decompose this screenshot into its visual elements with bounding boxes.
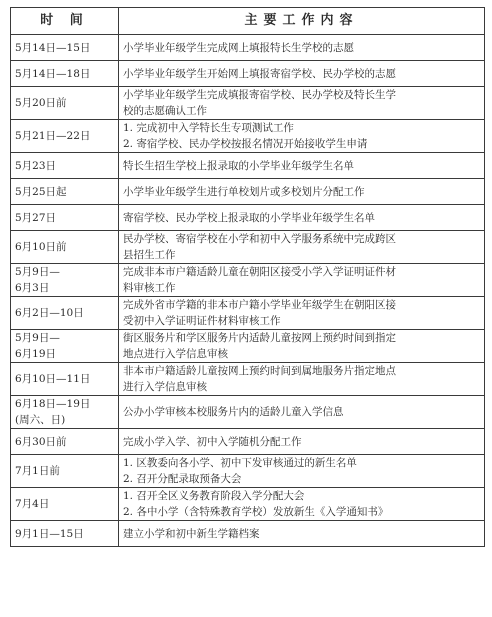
time-cell (11, 521, 119, 547)
table-row (11, 264, 485, 297)
work-text: 受初中入学证明证件材料审核工作 (123, 315, 281, 327)
time-cell (11, 455, 119, 488)
work-cell (119, 120, 485, 153)
time-text: 5月25日起 (15, 185, 67, 198)
table-body (11, 35, 485, 547)
work-cell (119, 35, 485, 61)
work-text: 小学毕业年级学生进行单校划片或多校划片分配工作 (123, 185, 365, 198)
time-cell (11, 429, 119, 455)
table-row (11, 488, 485, 521)
work-text: 建立小学和初中新生学籍档案 (123, 527, 260, 540)
time-text: 6月10日—11日 (15, 373, 91, 385)
table-row (11, 429, 485, 455)
time-text: 5月23日 (15, 159, 57, 172)
work-cell (119, 455, 485, 488)
table-row (11, 363, 485, 396)
work-text: 民办学校、寄宿学校在小学和初中入学服务系统中完成跨区 (123, 233, 396, 245)
work-text: 特长生招生学校上报录取的小学毕业年级学生名单 (123, 159, 354, 172)
table-row (11, 35, 485, 61)
work-cell (119, 205, 485, 231)
time-text: 6月10日前 (15, 241, 67, 253)
table-row (11, 231, 485, 264)
time-cell (11, 153, 119, 179)
time-cell (11, 330, 119, 363)
time-text: 7月1日前 (15, 465, 60, 477)
time-text: 6月3日 (15, 282, 50, 294)
work-text: 进行入学信息审核 (123, 381, 207, 393)
work-cell (119, 521, 485, 547)
work-cell (119, 297, 485, 330)
time-text: 5月20日前 (15, 97, 67, 109)
header-content: 主要工作内容 (119, 8, 485, 35)
time-text: 5月14日—15日 (15, 41, 91, 54)
work-text: 小学毕业年级学生完成网上填报特长生学校的志愿 (123, 41, 354, 54)
enrollment-schedule-table (10, 7, 485, 547)
table-row (11, 205, 485, 231)
work-text: 完成小学入学、初中入学随机分配工作 (123, 435, 302, 448)
work-text: 1. 区教委向各小学、初中下发审核通过的新生名单 (123, 457, 357, 469)
work-cell (119, 231, 485, 264)
work-cell (119, 488, 485, 521)
work-cell (119, 330, 485, 363)
table-row (11, 120, 485, 153)
work-text: 小学毕业年级学生完成填报寄宿学校、民办学校及特长生学 (123, 89, 396, 101)
work-text: 1. 召开全区义务教育阶段入学分配大会 (123, 490, 305, 502)
time-cell (11, 264, 119, 297)
time-text: 6月2日—10日 (15, 307, 84, 319)
work-cell (119, 429, 485, 455)
time-text: 6月19日 (15, 348, 57, 360)
work-text: 2. 寄宿学校、民办学校按报名情况开始接收学生申请 (123, 138, 368, 150)
work-text: 2. 召开分配录取预备大会 (123, 473, 242, 485)
time-cell (11, 297, 119, 330)
time-text: 7月4日 (15, 498, 50, 510)
time-cell (11, 205, 119, 231)
work-cell (119, 61, 485, 87)
time-text: 5月21日—22日 (15, 130, 91, 142)
header-time: 时 间 (11, 8, 119, 35)
work-text: 县招生工作 (123, 249, 176, 261)
work-text: 1. 完成初中入学特长生专项测试工作 (123, 122, 294, 134)
work-text: 校的志愿确认工作 (123, 105, 207, 117)
table-row (11, 153, 485, 179)
work-text: 完成外省市学籍的非本市户籍小学毕业年级学生在朝阳区接 (123, 299, 396, 311)
table-row (11, 396, 485, 429)
work-text: 地点进行入学信息审核 (123, 348, 228, 360)
table-row (11, 521, 485, 547)
work-cell (119, 264, 485, 297)
time-text: (周六、日) (15, 414, 66, 426)
time-cell (11, 35, 119, 61)
work-text: 2. 各中小学（含特殊教育学校）发放新生《入学通知书》 (123, 506, 389, 518)
work-text: 料审核工作 (123, 282, 176, 294)
work-cell (119, 87, 485, 120)
table-row (11, 330, 485, 363)
time-cell (11, 488, 119, 521)
time-cell (11, 87, 119, 120)
work-cell (119, 153, 485, 179)
work-text: 公办小学审核本校服务片内的适龄儿童入学信息 (123, 406, 344, 418)
table-row (11, 455, 485, 488)
time-text: 5月9日— (15, 332, 60, 344)
table-row (11, 87, 485, 120)
work-text: 小学毕业年级学生开始网上填报寄宿学校、民办学校的志愿 (123, 67, 396, 80)
work-text: 寄宿学校、民办学校上报录取的小学毕业年级学生名单 (123, 211, 375, 224)
work-text: 街区服务片和学区服务片内适龄儿童按网上预约时间到指定 (123, 332, 396, 344)
time-cell (11, 231, 119, 264)
time-cell (11, 396, 119, 429)
table-row (11, 61, 485, 87)
time-cell (11, 61, 119, 87)
time-text: 5月27日 (15, 211, 57, 224)
table-row (11, 179, 485, 205)
time-text: 6月18日—19日 (15, 398, 91, 410)
time-text: 6月30日前 (15, 435, 67, 448)
table-row (11, 297, 485, 330)
time-text: 5月14日—18日 (15, 67, 91, 80)
work-cell (119, 179, 485, 205)
time-cell (11, 179, 119, 205)
time-text: 9月1日—15日 (15, 527, 84, 540)
table-header-row (11, 8, 485, 35)
time-cell (11, 363, 119, 396)
time-text: 5月9日— (15, 266, 60, 278)
work-cell (119, 363, 485, 396)
work-text: 非本市户籍适龄儿童按网上预约时间到属地服务片指定地点 (123, 365, 396, 377)
work-text: 完成非本市户籍适龄儿童在朝阳区接受小学入学证明证件材 (123, 266, 396, 278)
time-cell (11, 120, 119, 153)
work-cell (119, 396, 485, 429)
